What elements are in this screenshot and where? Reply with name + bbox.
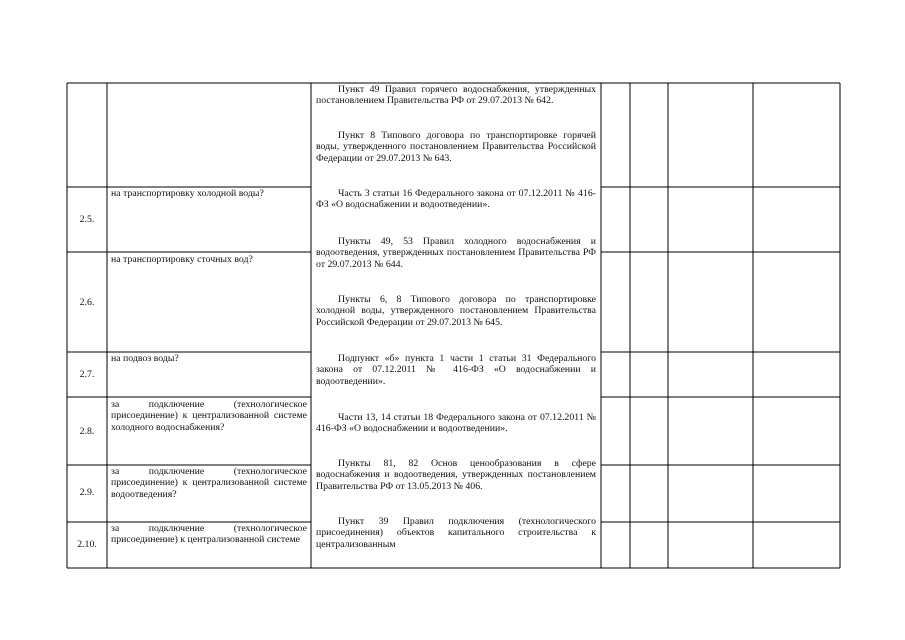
ref-text: Пункты 6, 8 Типового договора по транспортировке холодной воды, утвержденного постановлением Правительства Российской Федерации от 29.07.2013 № 645.: [316, 294, 596, 328]
row-number: 2.7.: [79, 369, 95, 380]
question-text: на транспортировку сточных вод?: [111, 254, 253, 265]
question-text: на транспортировку холодной воды?: [111, 188, 264, 199]
ref-text: Части 13, 14 статьи 18 Федерального закона от 07.12.2011 № 416-ФЗ «О водоснабжении и водоотведении».: [316, 412, 596, 435]
ref-text: Подпункт «б» пункта 1 части 1 статьи 31 Федерального закона от 07.12.2011 № 416-ФЗ «О водоснабжении и водоотведении».: [316, 353, 596, 387]
question-text: за подключение (технологическое присоединение) к централизованной системе водоотведения?: [111, 466, 307, 500]
question-text: за подключение (технологическое присоединение) к централизованной системе холодного водоснабжения?: [111, 399, 307, 433]
ref-text: Пункты 81, 82 Основ ценообразования в сфере водоснабжения и водоотведения, утвержденных постановлением Правительства РФ от 13.05.2013 № 406.: [316, 458, 596, 492]
ref-text: Пункт 49 Правил горячего водоснабжения, утвержденных постановлением Правительства РФ от 29.07.2013 № 642.: [316, 84, 596, 107]
row-number: 2.10.: [77, 539, 97, 550]
row-number: 2.9.: [79, 487, 95, 498]
row-number: 2.5.: [79, 214, 95, 225]
question-text: на подвоз воды?: [111, 353, 179, 364]
row-number: 2.6.: [79, 297, 95, 308]
ref-text: Пункт 8 Типового договора по транспортировке горячей воды, утвержденного постановлением Правительства Российской Федерации от 29.07.2013 № 643.: [316, 130, 596, 164]
ref-text: Пункты 49, 53 Правил холодного водоснабжения и водоотведения, утвержденных постановлением Правительства РФ от 29.07.2013 № 644.: [316, 236, 596, 270]
ref-text: Пункт 39 Правил подключения (технологического присоединения) объектов капитального строительства к централизованным: [316, 516, 596, 550]
row-number: 2.8.: [79, 426, 95, 437]
ref-text: Часть 3 статьи 16 Федерального закона от 07.12.2011 № 416-ФЗ «О водоснабжении и водоотведении».: [316, 188, 596, 211]
question-text: за подключение (технологическое присоединение) к централизованной системе: [111, 523, 307, 546]
